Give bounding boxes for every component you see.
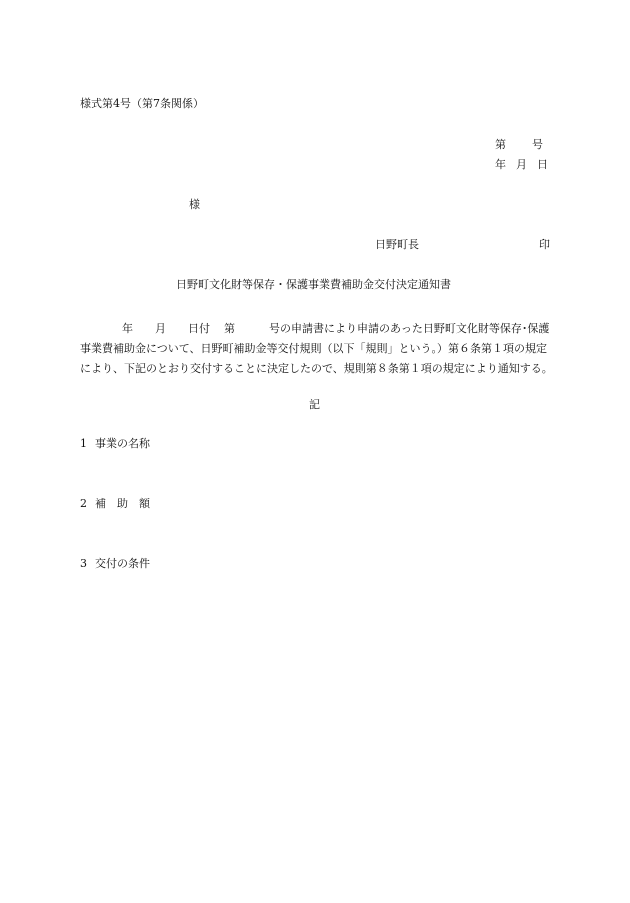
body-text (80, 319, 552, 379)
document-title: 日野町文化財等保存・保護事業費補助金交付決定通知書 (176, 278, 451, 291)
body-year: 年 (122, 322, 133, 335)
addressee: 様 (189, 198, 200, 211)
form-label: 様式第4号（第7条関係） (80, 97, 204, 110)
item-number: 1 (80, 437, 87, 450)
seal-mark: 印 (539, 238, 550, 251)
item-number: 3 (80, 557, 87, 570)
number-prefix: 第 (495, 138, 506, 151)
date-line (495, 159, 548, 170)
item-label: 補 助 額 (95, 497, 150, 510)
item-grant-conditions (80, 558, 150, 569)
date-day: 日 (537, 158, 548, 171)
item-subsidy-amount (80, 498, 150, 509)
item-business-name (80, 438, 150, 449)
body-line-2: 事業費補助金について、日野町補助金等交付規則（以下「規則」という。）第６条第１項の規定 (80, 342, 548, 355)
date-month: 月 (516, 158, 527, 171)
body-date: 日付 (188, 322, 210, 335)
item-number: 2 (80, 497, 87, 510)
body-line-3: により、下記のとおり交付することに決定したので、規則第８条第１項の規定により通知する。 (80, 362, 553, 375)
body-line1-text: 号の申請書により申請のあった日野町文化財等保存･保護 (269, 322, 550, 335)
body-line-1 (80, 319, 552, 339)
body-month: 月 (155, 322, 166, 335)
body-number: 第 (224, 322, 235, 335)
document-number-line (495, 139, 543, 150)
item-label: 事業の名称 (95, 437, 150, 450)
date-year: 年 (495, 158, 506, 171)
ki-heading: 記 (309, 398, 320, 411)
mayor-label: 日野町長 (375, 238, 419, 251)
number-suffix: 号 (532, 138, 543, 151)
item-label: 交付の条件 (95, 557, 150, 570)
